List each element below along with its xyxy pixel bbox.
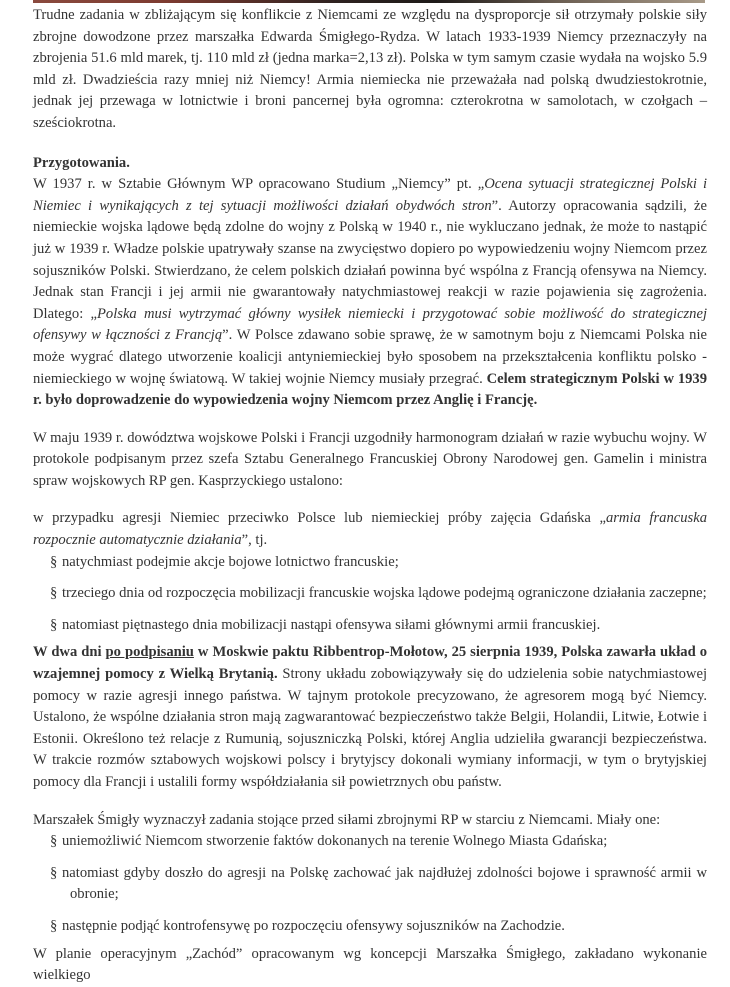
list-item: § trzeciego dnia od rozpoczęcia mobilizacji francuskie wojska lądowe podejmą ograniczone działania zaczepne; bbox=[33, 583, 707, 605]
list-item: § uniemożliwić Niemcom stworzenie faktów dokonanych na terenie Wolnego Miasta Gdańska; bbox=[33, 831, 707, 853]
paragraph-may-1939: W maju 1939 r. dowództwa wojskowe Polski i Francji uzgodniły harmonogram działań w razie wybuchu wojny. W protokole podpisanym przez szefa Sztabu Generalnego Francuskiej Obrony Narodowej gen. Gamelin i ministra spraw wojskowych RP gen. Kasprzyckiego ustalono: bbox=[33, 429, 707, 489]
section-sign-icon: § bbox=[50, 585, 58, 602]
list-item: § natomiast gdyby doszło do agresji na Polskę zachować jak najdłużej zdolności bojowe i sprawność armii w obronie; bbox=[50, 864, 707, 903]
section-sign-icon: § bbox=[50, 917, 58, 934]
quote-strategy: Polska musi wytrzymać główny wysiłek niemiecki i przygotować sobie możliwość do strategicznej ofensywy w łączności z Francją bbox=[33, 305, 707, 344]
paragraph-british-alliance: W dwa dni po podpisaniu w Moskwie paktu Ribbentrop-Mołotow, 25 sierpnia 1939, Polska zawarła układ o wzajemnej pomocy z Wielką Brytanią. Strony układu zobowiązywały się do udzielenia sobie natychmiastowej pomocy w razie agresji innego państwa. W tajnym protokole precyzowano, że agresorem mogą być Niemcy. Ustalono, że wspólne działania stron mają zagwarantować bezpieczeństwo także Belgii, Holandii, Litwie, Łotwie i Estonii. Określono też relacje z Rumunią, sojuszniczką Polski, której Anglia udzieliła gwarancji bezpieczeństwa. W trakcie rozmów sztabowych wojskowi polscy i brytyjscy dokonali wymiany informacji, w tym o brytyjskiej pomocy dla Francji i ustalili formy współdziałania sił powietrznych obu państw. bbox=[33, 644, 708, 790]
paragraph-plan-zachod: W planie operacyjnym „Zachód” opracowanym wg koncepcji Marszałka Śmigłego, zakładano wykonanie wielkiego bbox=[33, 945, 707, 984]
list-item: § następnie podjąć kontrofensywę po rozpoczęciu ofensywy sojuszników na Zachodzie. bbox=[33, 916, 707, 938]
quote-study-title: Ocena sytuacji strategicznej Polski i Niemiec i wynikających z tej sytuacji możliwości działań obydwóch stron bbox=[33, 176, 707, 214]
army-tasks-list bbox=[33, 831, 707, 937]
section-sign-icon: § bbox=[50, 833, 58, 850]
paragraph-smigly-tasks: Marszałek Śmigły wyznaczył zadania stojące przed siłami zbrojnymi RP w starciu z Niemcami. Miały one: bbox=[33, 811, 661, 828]
paragraph-preparations: W 1937 r. w Sztabie Głównym WP opracowano Studium „Niemcy” pt. „Ocena sytuacji strategicznej Polski i Niemiec i wynikających z tej sytuacji możliwości działań obydwóch stron”. Autorzy opracowania sądzili, że niemieckie wojska lądowe będą zdolne do wojny z Polską w 1940 r., nie wykluczano jednak, że może to nastąpić już w 1939 r. Władze polskie upatrywały szanse na zwycięstwo dopiero po wypowiedzeniu wojny Niemcom przez sojuszników Polski. Stwierdzano, że celem polskich działań powinna być wspólna z Francją ofensywa na Niemcy. Jednak stan Francji i jej armii nie gwarantowały natychmiastowej reakcji w razie pojawienia się zagrożenia. Dlatego: „Polska musi wytrzymać główny wysiłek niemiecki i przygotować sobie możliwość do strategicznej ofensywy w łączności z Francją”. W Polsce zdawano sobie sprawę, że w samotnym boju z Niemcami Polska nie może wygrać dlatego utworzenie koalicji antyniemieckiej było sposobem na przekształcenia konfliktu polsko -niemieckiego w wojnę światową. W takiej wojnie Niemcy musiały przegrać. Celem strategicznym Polski w 1939 r. było doprowadzenie do wypowiedzenia wojny Niemcom przez Anglię i Francję. bbox=[33, 176, 708, 409]
paragraph-intro: Trudne zadania w zbliżającym się konflikcie z Niemcami ze względu na dysproporcje sił otrzymały polskie siły zbrojne dowodzone przez marszałka Edwarda Śmigłego-Rydza. W latach 1933-1939 Niemcy przeznaczyły na zbrojenia 51.6 mld marek, tj. 110 mld zł (jedna marka=2,13 zł). Polska w tym samym czasie wydała na wojsko 5.9 mld zł. Dwadzieścia razy mniej niż Niemcy! Armia niemiecka nie przeważała nad polską dwudziestokrotnie, jednak jej przewaga w lotnictwie i broni pancernej była ogromna: czterokrotna w samolotach, w czołgach – sześciokrotna. bbox=[33, 7, 707, 131]
link-po-podpisaniu[interactable]: po podpisaniu bbox=[105, 644, 194, 661]
french-commitments-list bbox=[33, 552, 707, 637]
section-sign-icon: § bbox=[50, 553, 58, 570]
list-item: § natychmiast podejmie akcje bojowe lotnictwo francuskie; bbox=[33, 552, 707, 574]
article-photo-bottom-edge bbox=[33, 0, 705, 3]
section-sign-icon: § bbox=[50, 864, 58, 881]
section-heading: Przygotowania. bbox=[33, 154, 130, 171]
strategic-goal-emphasis: Celem strategicznym Polski w 1939 r. było doprowadzenie do wypowiedzenia wojny Niemcom przez Anglię i Francję. bbox=[33, 370, 708, 409]
paragraph-agression-case: w przypadku agresji Niemiec przeciwko Polsce lub niemieckiej próby zajęcia Gdańska „armia francuska rozpocznie automatycznie działania”, tj. bbox=[33, 510, 707, 549]
quote-french-army: armia francuska rozpocznie automatycznie działania bbox=[33, 510, 707, 549]
article-body bbox=[33, 5, 707, 987]
section-sign-icon: § bbox=[50, 616, 58, 633]
list-item: § natomiast piętnastego dnia mobilizacji nastąpi ofensywa siłami głównymi armii francuskiej. bbox=[33, 615, 707, 637]
